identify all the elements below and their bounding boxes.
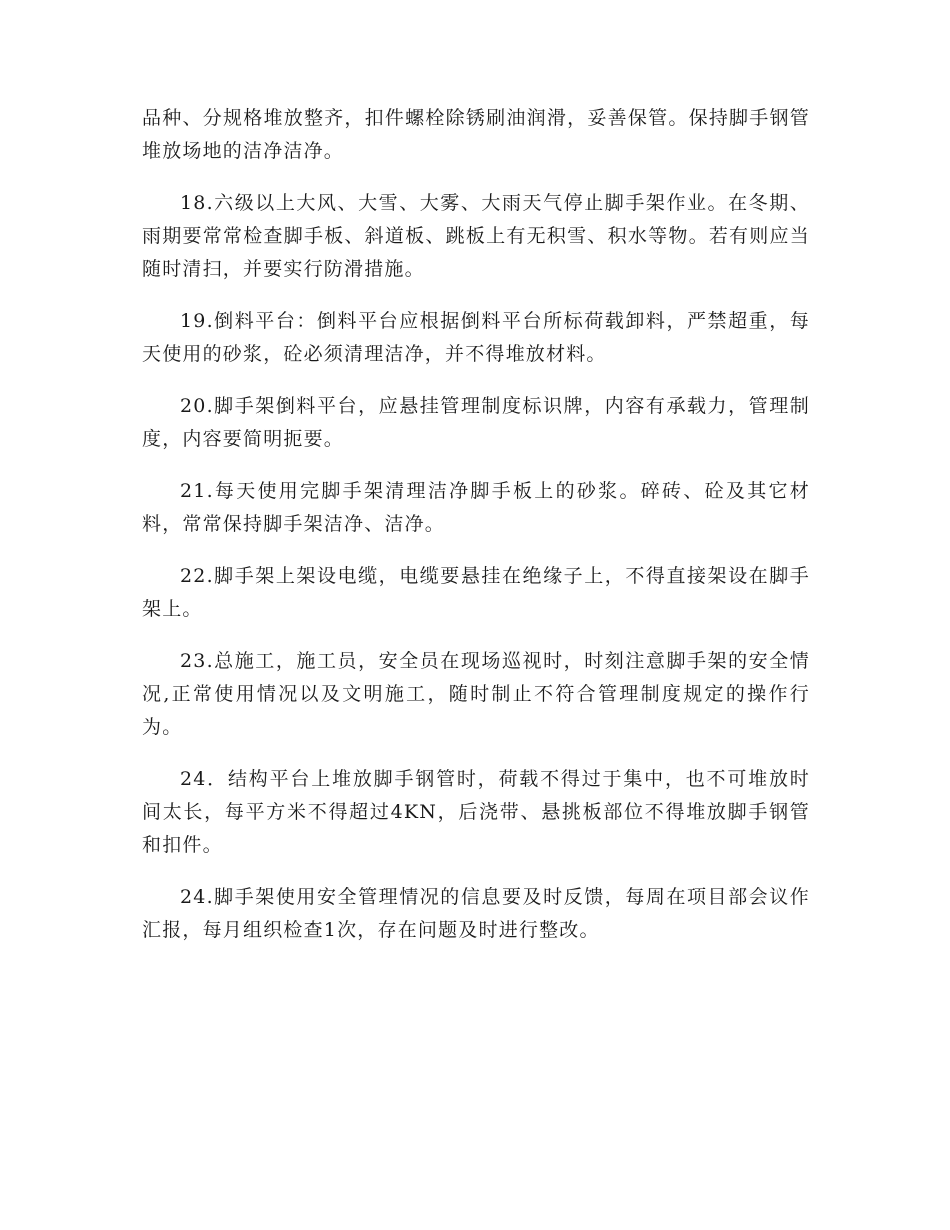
paragraph-item-24b: 24.脚手架使用安全管理情况的信息要及时反馈，每周在项目部会议作汇报，每月组织检查1次，存在问题及时进行整改。 [142,886,810,941]
paragraph-item-18: 18.六级以上大风、大雪、大雾、大雨天气停止脚手架作业。在冬期、雨期要常常检查脚手板、斜道板、跳板上有无积雪、积水等物。若有则应当随时清扫，并要实行防滑措施。 [142,192,810,280]
paragraph-item-23: 23.总施工，施工员，安全员在现场巡视时，时刻注意脚手架的安全情况,正常使用情况以及文明施工，随时制止不符合管理制度规定的操作行为。 [142,650,810,738]
paragraph-item-21: 21.每天使用完脚手架清理洁净脚手板上的砂浆。碎砖、砼及其它材料，常常保持脚手架洁净、洁净。 [142,480,810,535]
paragraph-item-24a: 24．结构平台上堆放脚手钢管时，荷载不得过于集中，也不可堆放时间太长，每平方米不得超过4KN，后浇带、悬挑板部位不得堆放脚手钢管和扣件。 [142,768,810,856]
paragraph-item-22: 22.脚手架上架设电缆，电缆要悬挂在绝缘子上，不得直接架设在脚手架上。 [142,565,810,620]
paragraph-item-19: 19.倒料平台：倒料平台应根据倒料平台所标荷载卸料，严禁超重，每天使用的砂浆，砼必须清理洁净，并不得堆放材料。 [142,310,810,365]
document-body [142,102,810,966]
paragraph-continuation: 品种、分规格堆放整齐，扣件螺栓除锈刷油润滑，妥善保管。保持脚手钢管堆放场地的洁净洁净。 [142,107,810,162]
paragraph-item-20: 20.脚手架倒料平台，应悬挂管理制度标识牌，内容有承载力，管理制度，内容要简明扼要。 [142,395,810,450]
